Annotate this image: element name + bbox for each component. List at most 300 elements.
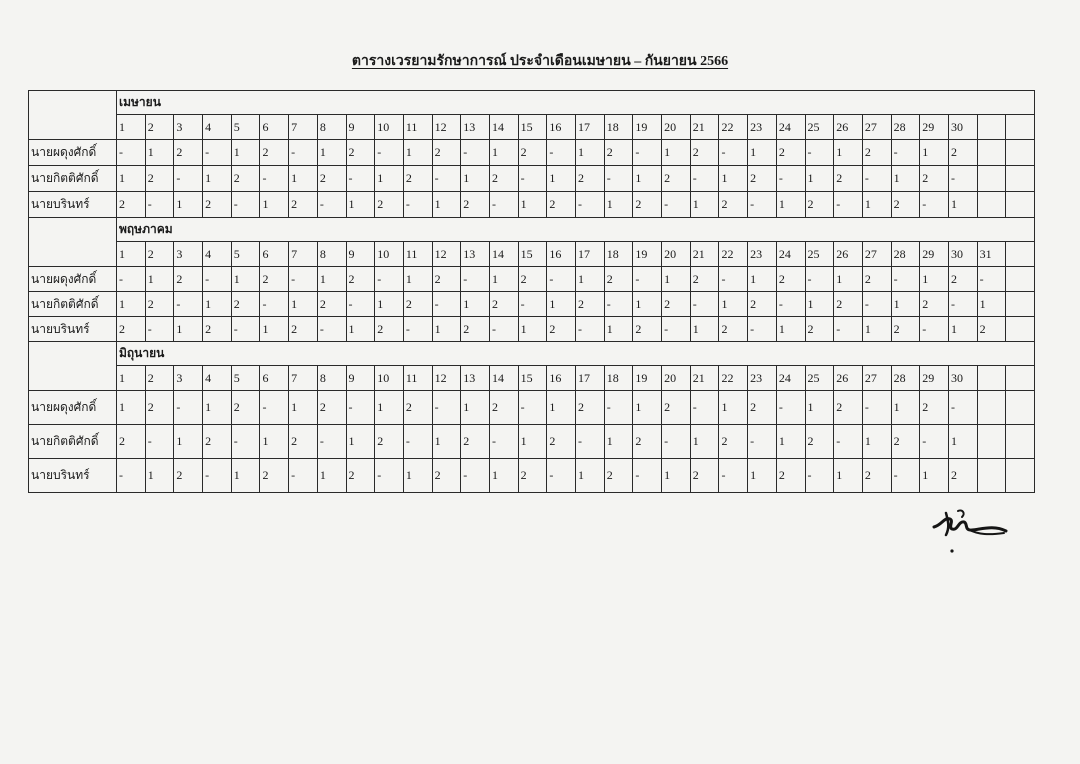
shift-cell: 1: [432, 425, 461, 459]
day-number: 30: [948, 242, 977, 267]
shift-cell: -: [948, 292, 977, 317]
shift-cell: 1: [690, 317, 719, 342]
staff-name: นายบรินทร์: [29, 192, 117, 218]
day-number: 28: [891, 242, 920, 267]
day-number: 19: [633, 366, 662, 391]
shift-cell: 2: [633, 192, 662, 218]
shift-cell: -: [203, 140, 232, 166]
shift-cell: 1: [862, 192, 891, 218]
shift-cell: 1: [662, 459, 691, 493]
day-number: 10: [375, 366, 404, 391]
shift-cell: 2: [576, 391, 605, 425]
shift-cell: 2: [633, 425, 662, 459]
day-number: 10: [375, 242, 404, 267]
day-number: 11: [403, 366, 432, 391]
month-header-row: [29, 218, 1035, 242]
staff-name: นายผดุงศักดิ์: [29, 391, 117, 425]
shift-cell: 2: [576, 166, 605, 192]
shift-cell: 1: [289, 391, 318, 425]
shift-cell: 2: [432, 267, 461, 292]
shift-cell: 2: [289, 425, 318, 459]
shift-cell: 1: [547, 292, 576, 317]
shift-cell: 1: [403, 140, 432, 166]
staff-name: นายผดุงศักดิ์: [29, 140, 117, 166]
day-numbers-row: [29, 242, 1035, 267]
shift-cell: -: [375, 140, 404, 166]
shift-cell: -: [604, 391, 633, 425]
shift-cell: [1006, 317, 1035, 342]
shift-cell: 2: [719, 425, 748, 459]
shift-cell: 2: [862, 267, 891, 292]
shift-cell: -: [145, 192, 174, 218]
shift-cell: -: [174, 391, 203, 425]
day-number: 17: [576, 242, 605, 267]
shift-cell: -: [748, 192, 777, 218]
day-number: [1006, 366, 1035, 391]
day-number: 23: [748, 242, 777, 267]
shift-cell: 1: [977, 292, 1006, 317]
shift-cell: 2: [805, 317, 834, 342]
shift-cell: 1: [633, 292, 662, 317]
shift-cell: -: [432, 292, 461, 317]
shift-cell: -: [920, 425, 949, 459]
shift-cell: 2: [203, 192, 232, 218]
day-number: 4: [203, 242, 232, 267]
shift-cell: 1: [518, 317, 547, 342]
month-label: เมษายน: [117, 91, 1035, 115]
shift-cell: 2: [260, 267, 289, 292]
shift-cell: 1: [805, 391, 834, 425]
shift-cell: -: [289, 140, 318, 166]
shift-cell: 1: [891, 292, 920, 317]
day-number: 30: [948, 115, 977, 140]
shift-cell: [977, 459, 1006, 493]
day-number: 27: [862, 366, 891, 391]
shift-cell: 1: [920, 140, 949, 166]
shift-cell: 2: [719, 192, 748, 218]
shift-cell: 1: [489, 267, 518, 292]
shift-cell: 1: [489, 459, 518, 493]
shift-cell: 2: [690, 140, 719, 166]
shift-cell: -: [604, 292, 633, 317]
day-number: 2: [145, 366, 174, 391]
shift-cell: 1: [231, 140, 260, 166]
shift-cell: 1: [920, 267, 949, 292]
day-number: 14: [489, 242, 518, 267]
day-number: 3: [174, 366, 203, 391]
day-number: 29: [920, 115, 949, 140]
shift-cell: 1: [203, 391, 232, 425]
shift-cell: 1: [719, 166, 748, 192]
shift-cell: 2: [403, 166, 432, 192]
shift-cell: [1006, 140, 1035, 166]
shift-cell: 1: [576, 267, 605, 292]
page-title: ตารางเวรยามรักษาการณ์ ประจำเดือนเมษายน – กันยายน 2566: [351, 54, 729, 69]
header-blank-cell: [29, 342, 117, 391]
shift-cell: 2: [690, 267, 719, 292]
shift-cell: 2: [805, 192, 834, 218]
day-number: 9: [346, 242, 375, 267]
shift-cell: -: [489, 425, 518, 459]
shift-cell: 1: [576, 140, 605, 166]
shift-cell: -: [117, 267, 146, 292]
shift-cell: -: [375, 459, 404, 493]
shift-cell: 2: [117, 425, 146, 459]
shift-cell: -: [289, 267, 318, 292]
shift-cell: 2: [977, 317, 1006, 342]
shift-cell: 2: [662, 391, 691, 425]
shift-cell: 1: [145, 459, 174, 493]
shift-cell: 1: [862, 425, 891, 459]
day-number: 3: [174, 115, 203, 140]
signature-mark: [928, 505, 1012, 565]
day-number: 21: [690, 115, 719, 140]
shift-cell: 2: [518, 140, 547, 166]
shift-cell: 1: [862, 317, 891, 342]
shift-cell: 1: [203, 292, 232, 317]
shift-cell: -: [547, 459, 576, 493]
shift-cell: 1: [174, 317, 203, 342]
shift-cell: -: [260, 292, 289, 317]
header-blank-cell: [29, 218, 117, 267]
shift-cell: 1: [662, 140, 691, 166]
shift-cell: 2: [346, 267, 375, 292]
header-blank-cell: [29, 91, 117, 140]
duty-roster-table: [28, 90, 1035, 493]
shift-cell: 2: [432, 140, 461, 166]
shift-cell: 2: [346, 140, 375, 166]
shift-cell: 1: [432, 192, 461, 218]
shift-cell: 1: [375, 391, 404, 425]
day-number: 20: [662, 115, 691, 140]
shift-cell: 2: [145, 391, 174, 425]
shift-cell: -: [948, 166, 977, 192]
shift-cell: 1: [633, 391, 662, 425]
day-number: 3: [174, 242, 203, 267]
shift-cell: 2: [920, 391, 949, 425]
shift-cell: -: [920, 192, 949, 218]
shift-cell: 1: [518, 425, 547, 459]
shift-cell: 2: [604, 459, 633, 493]
shift-cell: 2: [547, 192, 576, 218]
shift-cell: -: [432, 391, 461, 425]
shift-cell: -: [576, 192, 605, 218]
day-number: 14: [489, 366, 518, 391]
shift-cell: -: [604, 166, 633, 192]
shift-cell: 2: [375, 425, 404, 459]
shift-cell: -: [920, 317, 949, 342]
shift-cell: 2: [862, 140, 891, 166]
shift-cell: 1: [489, 140, 518, 166]
shift-cell: 1: [375, 166, 404, 192]
day-number: 13: [461, 115, 490, 140]
day-number: 24: [776, 115, 805, 140]
month-label: มิถุนายน: [117, 342, 1035, 366]
shift-cell: -: [805, 140, 834, 166]
day-number: 8: [317, 242, 346, 267]
shift-cell: -: [690, 292, 719, 317]
day-number: 20: [662, 242, 691, 267]
shift-cell: 2: [547, 425, 576, 459]
shift-cell: 2: [948, 267, 977, 292]
shift-cell: 1: [260, 192, 289, 218]
day-number: 12: [432, 366, 461, 391]
shift-cell: 2: [403, 391, 432, 425]
day-number: 23: [748, 366, 777, 391]
day-number: 13: [461, 242, 490, 267]
day-number: 7: [289, 366, 318, 391]
shift-cell: 2: [920, 166, 949, 192]
shift-cell: [977, 391, 1006, 425]
day-number: 27: [862, 115, 891, 140]
shift-cell: -: [317, 425, 346, 459]
shift-cell: -: [289, 459, 318, 493]
shift-cell: -: [461, 267, 490, 292]
shift-cell: 1: [690, 192, 719, 218]
shift-cell: 1: [604, 317, 633, 342]
shift-cell: -: [346, 166, 375, 192]
shift-cell: -: [432, 166, 461, 192]
shift-cell: -: [776, 166, 805, 192]
month-header-row: [29, 342, 1035, 366]
shift-cell: [1006, 166, 1035, 192]
shift-cell: 2: [174, 140, 203, 166]
shift-cell: [1006, 391, 1035, 425]
shift-cell: 1: [604, 192, 633, 218]
shift-cell: 2: [748, 391, 777, 425]
day-number: [1006, 242, 1035, 267]
shift-cell: 1: [662, 267, 691, 292]
shift-cell: 1: [748, 140, 777, 166]
day-number: 15: [518, 366, 547, 391]
shift-cell: 2: [576, 292, 605, 317]
shift-cell: 2: [748, 292, 777, 317]
shift-cell: 2: [547, 317, 576, 342]
day-number: 21: [690, 242, 719, 267]
day-number: 28: [891, 115, 920, 140]
shift-cell: -: [948, 391, 977, 425]
shift-cell: 2: [346, 459, 375, 493]
day-number: 19: [633, 115, 662, 140]
day-number: [1006, 115, 1035, 140]
shift-cell: 2: [432, 459, 461, 493]
shift-cell: -: [862, 391, 891, 425]
day-number: 5: [231, 366, 260, 391]
shift-cell: 1: [834, 267, 863, 292]
shift-cell: 1: [776, 317, 805, 342]
shift-cell: 2: [231, 391, 260, 425]
shift-cell: -: [891, 459, 920, 493]
shift-cell: 1: [948, 317, 977, 342]
day-number: 6: [260, 366, 289, 391]
shift-cell: 1: [203, 166, 232, 192]
shift-cell: 2: [489, 166, 518, 192]
shift-cell: 1: [461, 391, 490, 425]
shift-cell: 1: [719, 391, 748, 425]
shift-cell: -: [662, 425, 691, 459]
shift-cell: 1: [805, 292, 834, 317]
day-number: 2: [145, 115, 174, 140]
day-number: 27: [862, 242, 891, 267]
shift-cell: 2: [662, 166, 691, 192]
shift-cell: 2: [776, 459, 805, 493]
shift-cell: 1: [346, 192, 375, 218]
shift-cell: -: [662, 317, 691, 342]
shift-cell: -: [260, 391, 289, 425]
shift-cell: -: [719, 267, 748, 292]
shift-cell: [1006, 292, 1035, 317]
shift-cell: 2: [174, 459, 203, 493]
shift-cell: -: [231, 192, 260, 218]
shift-cell: 2: [231, 292, 260, 317]
shift-cell: 1: [776, 425, 805, 459]
shift-cell: 1: [891, 166, 920, 192]
shift-cell: 2: [518, 459, 547, 493]
shift-cell: -: [375, 267, 404, 292]
table-row: [29, 192, 1035, 218]
shift-cell: 2: [203, 425, 232, 459]
shift-cell: -: [403, 317, 432, 342]
shift-cell: 2: [461, 317, 490, 342]
day-number: 16: [547, 115, 576, 140]
day-number: 19: [633, 242, 662, 267]
shift-cell: 1: [145, 267, 174, 292]
shift-cell: 1: [317, 459, 346, 493]
shift-cell: 1: [317, 267, 346, 292]
shift-cell: -: [776, 391, 805, 425]
day-number: 1: [117, 115, 146, 140]
day-number: 28: [891, 366, 920, 391]
day-number: 16: [547, 366, 576, 391]
shift-cell: 1: [948, 192, 977, 218]
shift-cell: -: [776, 292, 805, 317]
shift-cell: -: [174, 166, 203, 192]
day-number: 7: [289, 242, 318, 267]
day-number: 29: [920, 242, 949, 267]
day-number: 9: [346, 115, 375, 140]
shift-cell: -: [518, 166, 547, 192]
shift-cell: 2: [317, 391, 346, 425]
shift-cell: -: [547, 267, 576, 292]
shift-cell: 2: [948, 459, 977, 493]
shift-cell: 1: [461, 166, 490, 192]
shift-cell: 1: [117, 391, 146, 425]
shift-cell: 1: [776, 192, 805, 218]
shift-cell: 1: [403, 459, 432, 493]
shift-cell: 1: [145, 140, 174, 166]
staff-name: นายบรินทร์: [29, 317, 117, 342]
shift-cell: -: [862, 292, 891, 317]
day-numbers-row: [29, 366, 1035, 391]
shift-cell: -: [748, 425, 777, 459]
shift-cell: 1: [547, 166, 576, 192]
shift-cell: 2: [662, 292, 691, 317]
staff-name: นายบรินทร์: [29, 459, 117, 493]
shift-cell: 1: [748, 267, 777, 292]
day-number: 13: [461, 366, 490, 391]
shift-cell: 2: [834, 391, 863, 425]
shift-cell: -: [489, 192, 518, 218]
shift-cell: [1006, 425, 1035, 459]
shift-cell: 2: [748, 166, 777, 192]
day-number: 11: [403, 242, 432, 267]
shift-cell: 2: [920, 292, 949, 317]
day-number: 25: [805, 366, 834, 391]
shift-cell: -: [231, 317, 260, 342]
shift-cell: 2: [145, 166, 174, 192]
shift-cell: 1: [346, 425, 375, 459]
shift-cell: 2: [776, 267, 805, 292]
shift-cell: 1: [719, 292, 748, 317]
day-number: 22: [719, 115, 748, 140]
day-number: 18: [604, 242, 633, 267]
table-row: [29, 459, 1035, 493]
day-number: 11: [403, 115, 432, 140]
table-row: [29, 140, 1035, 166]
table-row: [29, 292, 1035, 317]
shift-cell: 1: [317, 140, 346, 166]
shift-cell: 1: [576, 459, 605, 493]
day-number: 22: [719, 242, 748, 267]
table-row: [29, 317, 1035, 342]
shift-cell: -: [805, 459, 834, 493]
day-number: 6: [260, 242, 289, 267]
day-number: 25: [805, 242, 834, 267]
day-number: 5: [231, 242, 260, 267]
day-number: 16: [547, 242, 576, 267]
shift-cell: -: [690, 166, 719, 192]
shift-cell: -: [891, 140, 920, 166]
shift-cell: 2: [604, 140, 633, 166]
day-number: 26: [834, 242, 863, 267]
shift-cell: -: [489, 317, 518, 342]
shift-cell: -: [117, 459, 146, 493]
shift-cell: 2: [633, 317, 662, 342]
shift-cell: 1: [117, 166, 146, 192]
day-number: 21: [690, 366, 719, 391]
shift-cell: -: [547, 140, 576, 166]
shift-cell: 2: [948, 140, 977, 166]
shift-cell: -: [203, 459, 232, 493]
shift-cell: 2: [604, 267, 633, 292]
shift-cell: 2: [117, 317, 146, 342]
shift-cell: 2: [891, 192, 920, 218]
shift-cell: -: [317, 317, 346, 342]
shift-cell: 1: [547, 391, 576, 425]
shift-cell: 2: [461, 192, 490, 218]
shift-cell: -: [518, 292, 547, 317]
shift-cell: -: [231, 425, 260, 459]
shift-cell: 1: [805, 166, 834, 192]
shift-cell: -: [834, 192, 863, 218]
shift-cell: 2: [289, 317, 318, 342]
shift-cell: 1: [346, 317, 375, 342]
day-number: 8: [317, 366, 346, 391]
shift-cell: -: [346, 292, 375, 317]
day-number: 23: [748, 115, 777, 140]
shift-cell: [977, 166, 1006, 192]
shift-cell: 1: [231, 267, 260, 292]
shift-cell: 1: [948, 425, 977, 459]
day-number: 18: [604, 366, 633, 391]
shift-cell: -: [748, 317, 777, 342]
shift-cell: -: [518, 391, 547, 425]
shift-cell: 2: [317, 292, 346, 317]
shift-cell: 2: [862, 459, 891, 493]
day-number: 15: [518, 242, 547, 267]
table-row: [29, 425, 1035, 459]
shift-cell: 2: [461, 425, 490, 459]
